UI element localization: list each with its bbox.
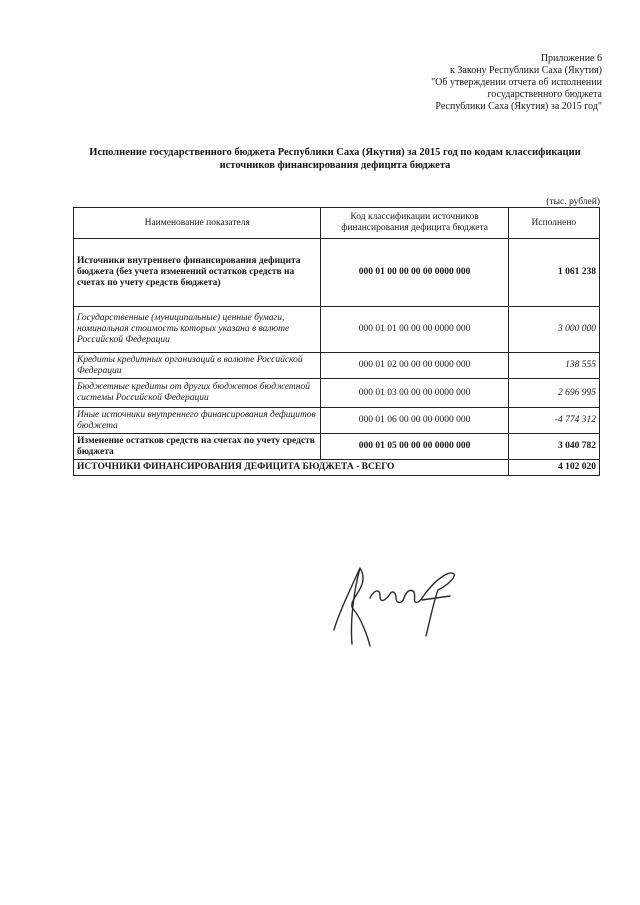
row-name: Изменение остатков средств на счетах по учету средств бюджета [74,434,321,460]
total-name: ИСТОЧНИКИ ФИНАНСИРОВАНИЯ ДЕФИЦИТА БЮДЖЕТА - ВСЕГО [74,460,509,476]
appendix-line: Республики Саха (Якутия) за 2015 год" [435,101,602,112]
row-name: Бюджетные кредиты от других бюджетов бюджетной системы Российской Федерации [74,379,321,408]
table-row [74,379,600,408]
table-row [74,239,600,307]
header-name: Наименование показателя [74,208,321,239]
appendix-line: Приложение 6 [540,53,602,64]
row-code: 000 01 01 00 00 00 0000 000 [321,307,508,353]
appendix-line: к Закону Республики Саха (Якутия) [450,65,602,76]
table-row [74,434,600,460]
header-code: Код классификации источников финансирования дефицита бюджета [321,208,508,239]
row-executed: -4 774 312 [508,408,599,434]
row-executed: 138 555 [508,353,599,379]
handwritten-signature [330,560,470,650]
table-row [74,408,600,434]
appendix-line: "Об утверждении отчета об исполнении [431,77,602,88]
total-executed: 4 102 020 [508,460,599,476]
table-row [74,307,600,353]
appendix-line: государственного бюджета [487,89,602,100]
row-executed: 1 061 238 [508,239,599,307]
row-code: 000 01 05 00 00 00 0000 000 [321,434,508,460]
row-executed: 3 000 000 [508,307,599,353]
row-code: 000 01 06 00 00 00 0000 000 [321,408,508,434]
title-line-2: источников финансирования дефицита бюджета [219,160,451,171]
row-name: Государственные (муниципальные) ценные бумаги, номинальная стоимость которых указана в валюте Российской Федерации [74,307,321,353]
row-executed: 3 040 782 [508,434,599,460]
document-title [70,146,600,172]
table-total-row [74,460,600,476]
row-name: Источники внутреннего финансирования дефицита бюджета (без учета изменений остатков средств на счетах по учету средств бюджета) [74,239,321,307]
table-row [74,353,600,379]
header-executed: Исполнено [508,208,599,239]
row-code: 000 01 00 00 00 00 0000 000 [321,239,508,307]
row-name: Кредиты кредитных организаций в валюте Российской Федерации [74,353,321,379]
budget-sources-table [73,207,600,476]
units-label: (тыс. рублей) [546,197,600,207]
row-executed: 2 696 995 [508,379,599,408]
row-name: Иные источники внутреннего финансирования дефицитов бюджета [74,408,321,434]
title-line-1: Исполнение государственного бюджета Республики Саха (Якутия) за 2015 год по кодам классификации [89,147,581,158]
row-code: 000 01 02 00 00 00 0000 000 [321,353,508,379]
row-code: 000 01 03 00 00 00 0000 000 [321,379,508,408]
appendix-header [362,53,602,113]
table-header-row [74,208,600,239]
